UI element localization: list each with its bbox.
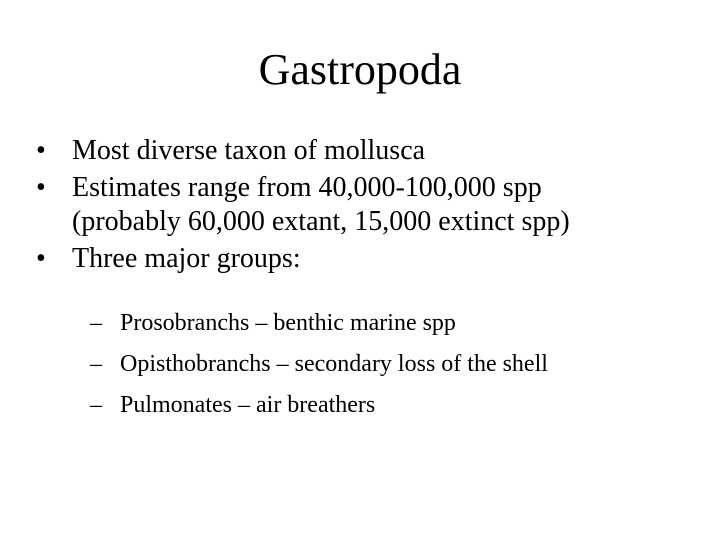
sub-bullet-item bbox=[90, 309, 690, 337]
sub-bullet-item bbox=[90, 391, 690, 419]
sub-bullet-marker: – bbox=[90, 310, 102, 336]
bullet-text: Most diverse taxon of mollusca bbox=[72, 135, 426, 166]
bullet-marker: • bbox=[36, 135, 46, 166]
bullet-item bbox=[36, 134, 696, 168]
bullet-item bbox=[36, 242, 696, 276]
bullet-marker: • bbox=[36, 243, 46, 274]
sub-bullet-marker: – bbox=[90, 392, 102, 418]
sub-bullet-item bbox=[90, 350, 690, 378]
sub-bullet-text: Prosobranchs – benthic marine spp bbox=[120, 310, 456, 336]
bullet-text-continued: (probably 60,000 extant, 15,000 extinct spp) bbox=[72, 206, 570, 237]
slide-title: Gastropoda bbox=[258, 45, 462, 94]
sub-bullet-list bbox=[90, 309, 690, 432]
bullet-marker: • bbox=[36, 172, 46, 203]
bullet-text: Estimates range from 40,000-100,000 spp bbox=[72, 172, 542, 203]
sub-bullet-marker: – bbox=[90, 351, 102, 377]
sub-bullet-text: Opisthobranchs – secondary loss of the shell bbox=[120, 351, 548, 377]
sub-bullet-text: Pulmonates – air breathers bbox=[120, 392, 376, 418]
bullet-list bbox=[36, 134, 696, 279]
bullet-item bbox=[36, 171, 696, 239]
bullet-text: Three major groups: bbox=[72, 243, 301, 274]
